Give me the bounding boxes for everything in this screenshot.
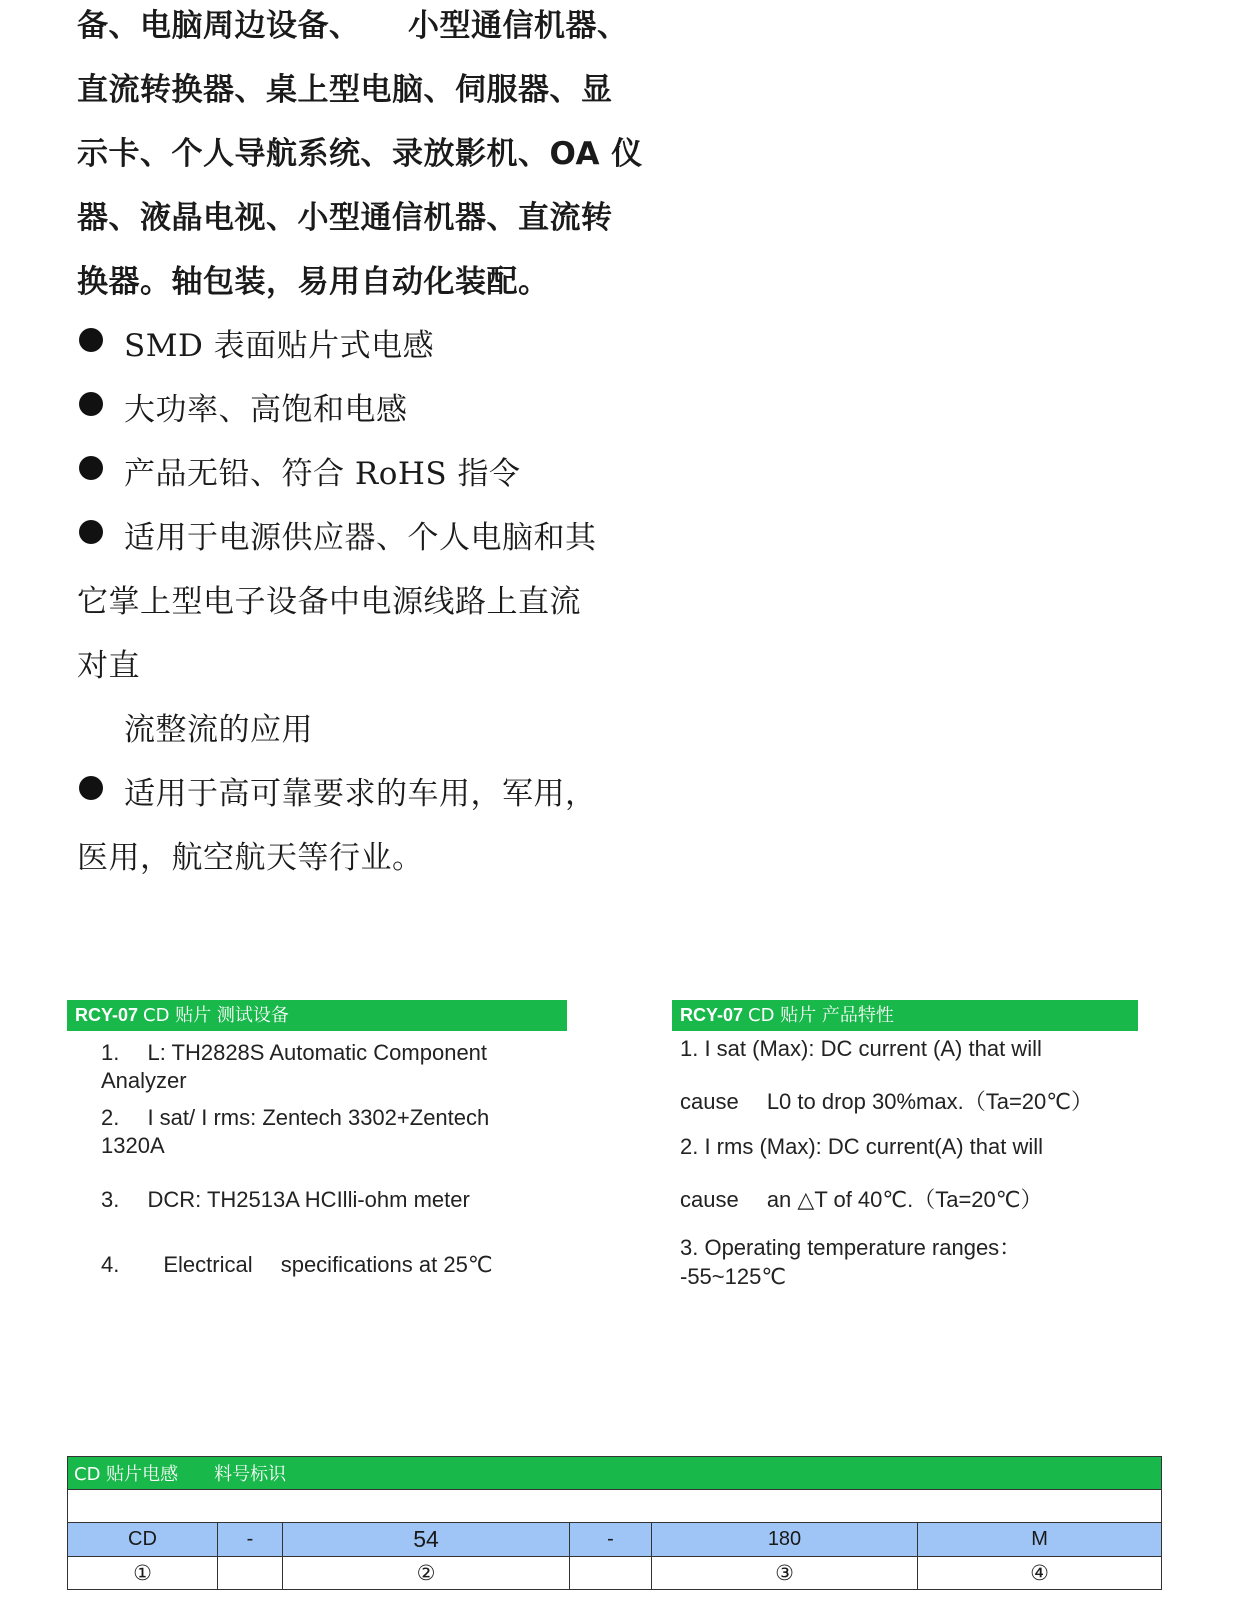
code-index-empty bbox=[218, 1557, 283, 1590]
intro-line: 器、液晶电视、小型通信机器、直流转 bbox=[77, 200, 613, 236]
intro-line: 示卡、个人导航系统、录放影机、OA 仪 bbox=[77, 136, 643, 172]
test-item-1: 1. L: TH2828S Automatic Component bbox=[101, 1040, 488, 1065]
header-model: RCY-07 bbox=[75, 1005, 139, 1025]
feature-reliability-cont: 医用，航空航天等行业。 bbox=[77, 840, 424, 876]
feature-smd: SMD 表面贴片式电感 bbox=[124, 328, 435, 364]
feature-reliability: 适用于高可靠要求的车用，军用， bbox=[124, 776, 597, 812]
feature-application-cont: 对直 bbox=[77, 648, 140, 684]
code-separator: - bbox=[570, 1523, 652, 1557]
code-index: ① bbox=[68, 1557, 218, 1590]
intro-line: 换器。轴包装，易用自动化装配。 bbox=[77, 264, 550, 300]
test-item-2-cont: 1320A bbox=[101, 1133, 165, 1158]
feature-rohs: 产品无铅、符合 RoHS 指令 bbox=[124, 456, 521, 492]
code-series: CD bbox=[68, 1523, 218, 1557]
test-item-2: 2. I sat/ I rms: Zentech 3302+Zentech bbox=[101, 1105, 490, 1130]
code-index: ③ bbox=[652, 1557, 918, 1590]
header-title: CD 贴片 产品特性 bbox=[748, 1005, 894, 1026]
code-separator: - bbox=[218, 1523, 283, 1557]
code-index: ④ bbox=[918, 1557, 1162, 1590]
bullet-icon bbox=[79, 392, 103, 416]
feature-application-cont: 它掌上型电子设备中电源线路上直流 bbox=[77, 584, 581, 620]
char-item-3: 3. Operating temperature ranges： bbox=[680, 1235, 1022, 1260]
bullet-icon bbox=[79, 456, 103, 480]
header-model: RCY-07 bbox=[680, 1005, 744, 1025]
test-item-4: 4. Electrical specifications at 25℃ bbox=[101, 1252, 493, 1277]
code-index: ② bbox=[283, 1557, 570, 1590]
intro-line: 直流转换器、桌上型电脑、伺服器、显 bbox=[77, 72, 613, 108]
part-code-table bbox=[67, 1456, 1162, 1590]
char-item-3-cont: -55~125℃ bbox=[680, 1264, 787, 1289]
intro-line: 备、电脑周边设备、 小型通信机器、 bbox=[77, 8, 629, 44]
code-tolerance: M bbox=[918, 1523, 1162, 1557]
char-item-2-cont: cause an △T of 40℃.（Ta=20℃） bbox=[680, 1187, 1043, 1212]
feature-power: 大功率、高饱和电感 bbox=[124, 392, 408, 428]
feature-application: 适用于电源供应器、个人电脑和其 bbox=[124, 520, 597, 556]
part-code-title: CD 贴片电感 料号标识 bbox=[68, 1457, 1162, 1490]
char-item-1: 1. I sat (Max): DC current (A) that will bbox=[680, 1036, 1042, 1061]
code-inductance: 180 bbox=[652, 1523, 918, 1557]
bullet-icon bbox=[79, 776, 103, 800]
test-item-3: 3. DCR: TH2513A HCIlli-ohm meter bbox=[101, 1187, 470, 1212]
code-index-empty bbox=[570, 1557, 652, 1590]
blank-row bbox=[68, 1490, 1162, 1523]
test-item-1-cont: Analyzer bbox=[101, 1068, 187, 1093]
char-item-2: 2. I rms (Max): DC current(A) that will bbox=[680, 1134, 1044, 1159]
characteristics-header bbox=[672, 1000, 1138, 1031]
test-equipment-header bbox=[67, 1000, 567, 1031]
feature-application-cont: 流整流的应用 bbox=[124, 712, 313, 748]
bullet-icon bbox=[79, 520, 103, 544]
char-item-1-cont: cause L0 to drop 30%max.（Ta=20℃） bbox=[680, 1089, 1093, 1114]
header-title: CD 贴片 测试设备 bbox=[143, 1005, 289, 1026]
code-size: 54 bbox=[283, 1523, 570, 1557]
bullet-icon bbox=[79, 328, 103, 352]
